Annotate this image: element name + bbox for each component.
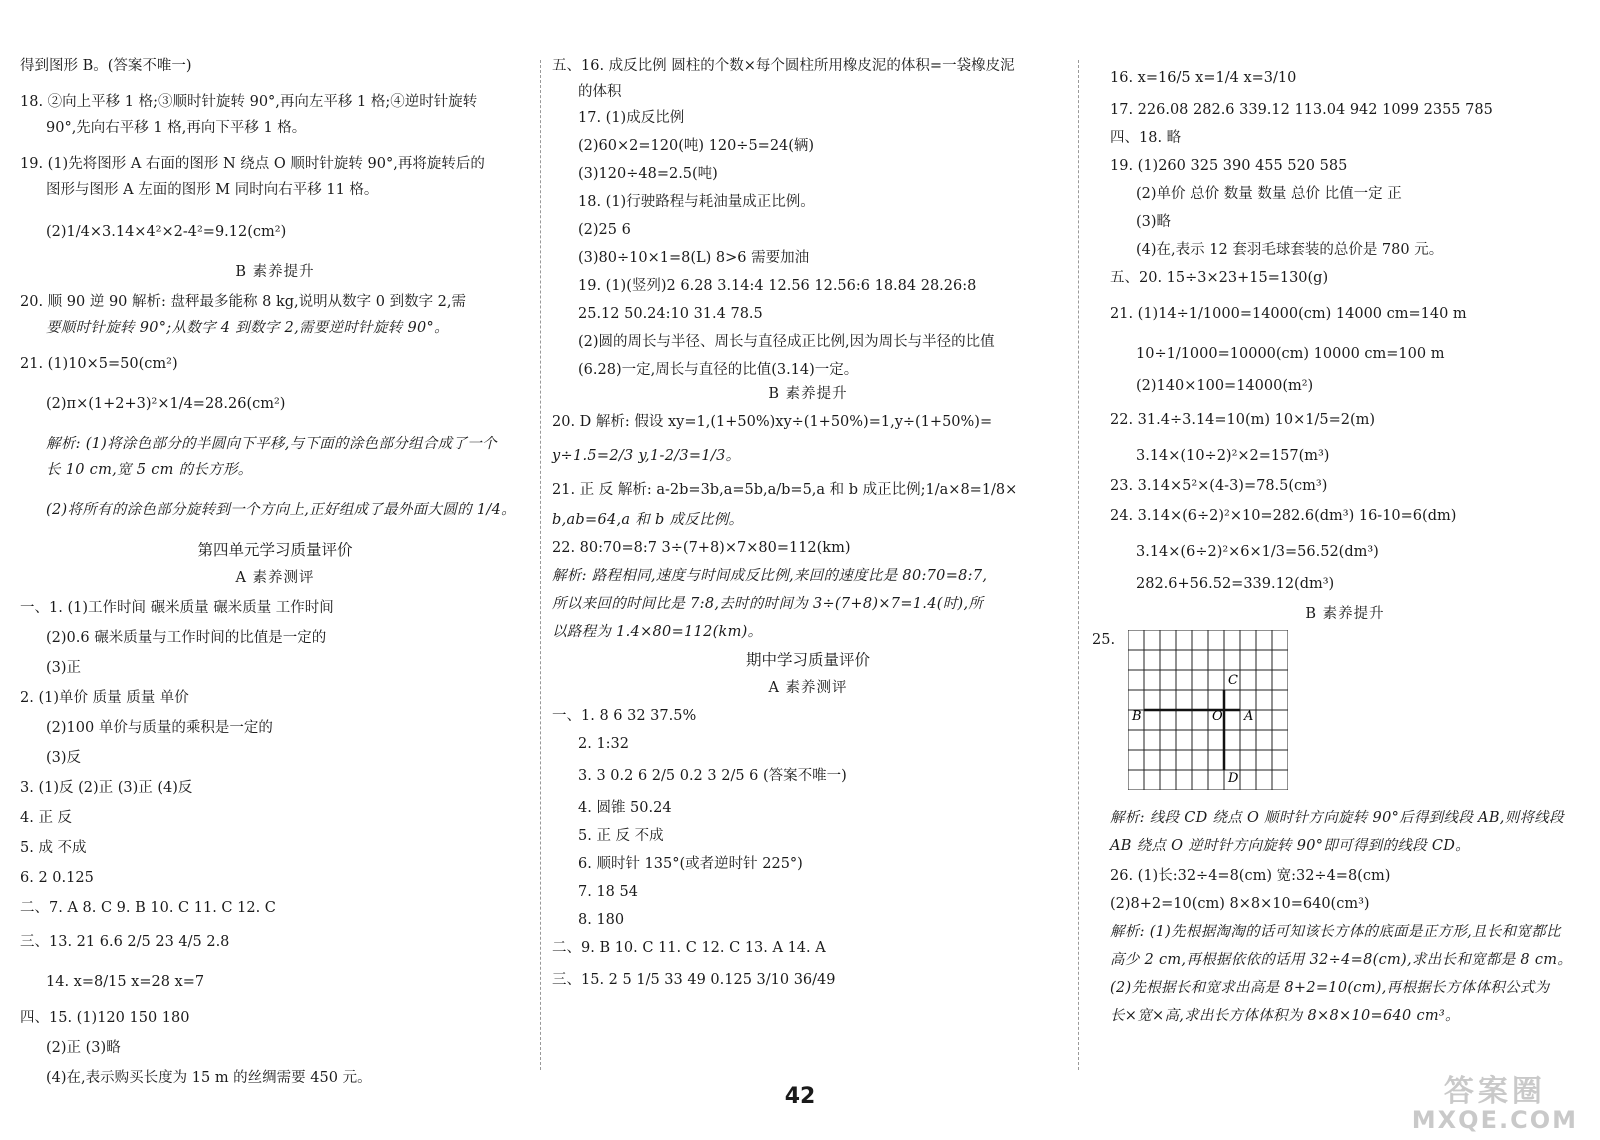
section-heading: B 素养提升 — [1305, 606, 1385, 622]
answer-20: 20. 顺 90 逆 90 解析: 盘秤最多能称 8 kg,说明从数字 0 到数字 2,需 — [20, 294, 467, 310]
explanation: 所以来回的时间比是 7:8,去时的时间为 3÷(7+8)×7=1.4(时),所 — [552, 596, 984, 612]
explanation: 长 10 cm,宽 5 cm 的长方形。 — [46, 462, 253, 478]
section-heading: B 素养提升 — [235, 264, 315, 280]
watermark-url: MXQE.COM — [1411, 1106, 1578, 1134]
text-line: (4)在,表示 12 套羽毛球套装的总价是 780 元。 — [1136, 242, 1444, 258]
explanation: 解析: (1)将涂色部分的半圆向下平移,与下面的涂色部分组合成了一个 — [46, 436, 497, 452]
answer-3: 3. (1)反 (2)正 (3)正 (4)反 — [20, 780, 193, 796]
text-line: 的体积 — [578, 84, 622, 100]
answer-6: 6. 2 0.125 — [20, 870, 94, 886]
text-line: 图形与图形 A 左面的图形 M 同时向右平移 11 格。 — [46, 182, 379, 198]
answer-25-number: 25. — [1092, 632, 1116, 648]
watermark-logo — [1411, 1074, 1578, 1134]
text-line: (2)25 6 — [578, 222, 631, 238]
answer-16: 五、16. 成反比例 圆柱的个数×每个圆柱所用橡皮泥的体积=一袋橡皮泥 — [552, 58, 1015, 74]
explanation: (2)将所有的涂色部分旋转到一个方向上,正好组成了最外面大圆的 1/4。 — [46, 502, 516, 518]
formula-line: (2)π×(1+2+3)²×1/4=28.26(cm²) — [46, 396, 286, 412]
column-left — [20, 56, 530, 1086]
answer-14: 14. x=8/15 x=28 x=7 — [46, 974, 205, 990]
section-title: 期中学习质量评价 — [745, 651, 870, 669]
explanation: 要顺时针旋转 90°;从数字 4 到数字 2,需要逆时针旋转 90°。 — [46, 320, 449, 336]
answer-2: 2. 1:32 — [578, 736, 630, 752]
text-line: (2)100 单价与质量的乘积是一定的 — [46, 720, 273, 736]
section-title: 第四单元学习质量评价 — [197, 541, 353, 559]
formula-line: 10÷1/1000=10000(cm) 10000 cm=100 m — [1136, 346, 1445, 362]
text-line: (3)120÷48=2.5(吨) — [578, 166, 718, 182]
formula-line: 282.6+56.52=339.12(dm³) — [1136, 576, 1335, 592]
explanation: b,ab=64,a 和 b 成反比例。 — [552, 512, 744, 528]
answer-22: 22. 31.4÷3.14=10(m) 10×1/5=2(m) — [1110, 412, 1376, 428]
answer-18: 四、18. 略 — [1110, 130, 1182, 146]
explanation: 以路程为 1.4×80=112(km)。 — [552, 624, 763, 640]
point-b-label: B — [1132, 709, 1142, 724]
text-line: (3)略 — [1136, 214, 1172, 230]
answer-18: 18. ②向上平移 1 格;③顺时针旋转 90°,再向左平移 1 格;④逆时针旋转 — [20, 94, 478, 110]
answer-24: 24. 3.14×(6÷2)²×10=282.6(dm³) 16-10=6(dm) — [1110, 508, 1457, 524]
answer-20: 20. D 解析: 假设 xy=1,(1+50%)xy÷(1+50%)=1,y÷(1+50%)= — [552, 414, 993, 430]
answer-1: 一、1. 8 6 32 37.5% — [552, 708, 697, 724]
text-line: 90°,先向右平移 1 格,再向下平移 1 格。 — [46, 120, 307, 136]
explanation: 长×宽×高,求出长方体体积为 8×8×10=640 cm³。 — [1110, 1008, 1460, 1024]
section-heading: A 素养测评 — [768, 680, 848, 696]
text-line: (2)正 (3)略 — [46, 1040, 121, 1056]
text-line: (2)0.6 碾米质量与工作时间的比值是一定的 — [46, 630, 327, 646]
explanation: 解析: (1)先根据淘淘的话可知该长方体的底面是正方形,且长和宽都比 — [1110, 924, 1561, 940]
column-divider — [540, 60, 541, 1070]
answer-3: 3. 3 0.2 6 2/5 0.2 3 2/5 6 (答案不唯一) — [578, 768, 847, 784]
answer-22: 22. 80:70=8:7 3÷(7+8)×7×80=112(km) — [552, 540, 851, 556]
answer-21: 21. (1)10×5=50(cm²) — [20, 356, 178, 372]
explanation: (2)先根据长和宽求出高是 8+2=10(cm),再根据长方体体积公式为 — [1110, 980, 1550, 996]
answer-23: 23. 3.14×5²×(4-3)=78.5(cm³) — [1110, 478, 1328, 494]
answer-4: 4. 正 反 — [20, 810, 73, 826]
answer-17: 17. 226.08 282.6 339.12 113.04 942 1099 2355 785 — [1110, 102, 1493, 118]
point-o-label: O — [1212, 709, 1223, 724]
page-number: 42 — [784, 1084, 816, 1109]
text-line: (3)正 — [46, 660, 82, 676]
answer-17: 17. (1)成反比例 — [578, 110, 685, 126]
answer-15: 四、15. (1)120 150 180 — [20, 1010, 190, 1026]
answer-5: 5. 成 不成 — [20, 840, 87, 856]
answer-7-12: 二、7. A 8. C 9. B 10. C 11. C 12. C — [20, 900, 276, 916]
point-d-label: D — [1228, 771, 1239, 786]
text-line: (3)80÷10×1=8(L) 8>6 需要加油 — [578, 250, 810, 266]
formula-line: 3.14×(6÷2)²×6×1/3=56.52(dm³) — [1136, 544, 1379, 560]
explanation: 解析: 路程相同,速度与时间成反比例,来回的速度比是 80:70=8:7, — [552, 568, 988, 584]
explanation: 高少 2 cm,再根据依依的话用 32÷4=8(cm),求出长和宽都是 8 cm。 — [1110, 952, 1573, 968]
answer-6: 6. 顺时针 135°(或者逆时针 225°) — [578, 856, 803, 872]
answer-15: 三、15. 2 5 1/5 33 49 0.125 3/10 36/49 — [552, 972, 836, 988]
column-middle — [552, 56, 1064, 988]
answer-2: 2. (1)单价 质量 质量 单价 — [20, 690, 189, 706]
answer-26: 26. (1)长:32÷4=8(cm) 宽:32÷4=8(cm) — [1110, 868, 1391, 884]
answer-9-14: 二、9. B 10. C 11. C 12. C 13. A 14. A — [552, 940, 826, 956]
formula-line: (2)140×100=14000(m²) — [1136, 378, 1314, 394]
explanation: 解析: 线段 CD 绕点 O 顺时针方向旋转 90°后得到线段 AB,则将线段 — [1110, 810, 1564, 826]
explanation: y÷1.5=2/3 y,1-2/3=1/3。 — [552, 448, 741, 464]
formula-line: 3.14×(10÷2)²×2=157(m³) — [1136, 448, 1330, 464]
grid-figure — [1128, 630, 1288, 790]
point-a-label: A — [1244, 709, 1254, 724]
answer-25 — [1092, 630, 1580, 790]
column-divider — [1078, 60, 1079, 1070]
explanation: AB 绕点 O 逆时针方向旋转 90°即可得到的线段 CD。 — [1110, 838, 1470, 854]
answer-13: 三、13. 21 6.6 2/5 23 4/5 2.8 — [20, 934, 230, 950]
section-heading: B 素养提升 — [768, 386, 848, 402]
text-line: 25.12 50.24:10 31.4 78.5 — [578, 306, 763, 322]
answer-19: 19. (1)260 325 390 455 520 585 — [1110, 158, 1348, 174]
text-line: (2)单价 总价 数量 数量 总价 比值一定 正 — [1136, 186, 1402, 202]
text-line: (2)60×2=120(吨) 120÷5=24(辆) — [578, 138, 815, 154]
answer-19: 19. (1)(竖列)2 6.28 3.14:4 12.56 12.56:6 18.84 28.26:8 — [578, 278, 977, 294]
answer-1: 一、1. (1)工作时间 碾米质量 碾米质量 工作时间 — [20, 600, 334, 616]
answer-7: 7. 18 54 — [578, 884, 638, 900]
answer-5: 5. 正 反 不成 — [578, 828, 664, 844]
rotation-grid — [1128, 630, 1288, 790]
answer-16: 16. x=16/5 x=1/4 x=3/10 — [1110, 70, 1297, 86]
answer-19: 19. (1)先将图形 A 右面的图形 N 绕点 O 顺时针旋转 90°,再将旋转后的 — [20, 156, 485, 172]
answer-21: 21. (1)14÷1/1000=14000(cm) 14000 cm=140 m — [1110, 306, 1467, 322]
text-line: (4)在,表示购买长度为 15 m 的丝绸需要 450 元。 — [46, 1070, 372, 1086]
text-line: (6.28)一定,周长与直径的比值(3.14)一定。 — [578, 362, 859, 378]
answer-4: 4. 圆锥 50.24 — [578, 800, 672, 816]
section-heading: A 素养测评 — [235, 570, 315, 586]
answer-8: 8. 180 — [578, 912, 625, 928]
point-c-label: C — [1228, 673, 1238, 688]
text-line: (3)反 — [46, 750, 82, 766]
text-line: 得到图形 B。(答案不唯一) — [20, 58, 192, 74]
answer-18: 18. (1)行驶路程与耗油量成正比例。 — [578, 194, 815, 210]
column-right — [1092, 56, 1580, 1024]
text-line: (2)8+2=10(cm) 8×8×10=640(cm³) — [1110, 896, 1370, 912]
watermark-text: 答案圈 — [1443, 1074, 1546, 1109]
text-line: (2)圆的周长与半径、周长与直径成正比例,因为周长与半径的比值 — [578, 334, 995, 350]
formula-line: (2)1/4×3.14×4²×2-4²=9.12(cm²) — [46, 224, 287, 240]
answer-20: 五、20. 15÷3×23+15=130(g) — [1110, 270, 1329, 286]
answer-21: 21. 正 反 解析: a-2b=3b,a=5b,a/b=5,a 和 b 成正比例;1/a×8=1/8× — [552, 482, 1018, 498]
